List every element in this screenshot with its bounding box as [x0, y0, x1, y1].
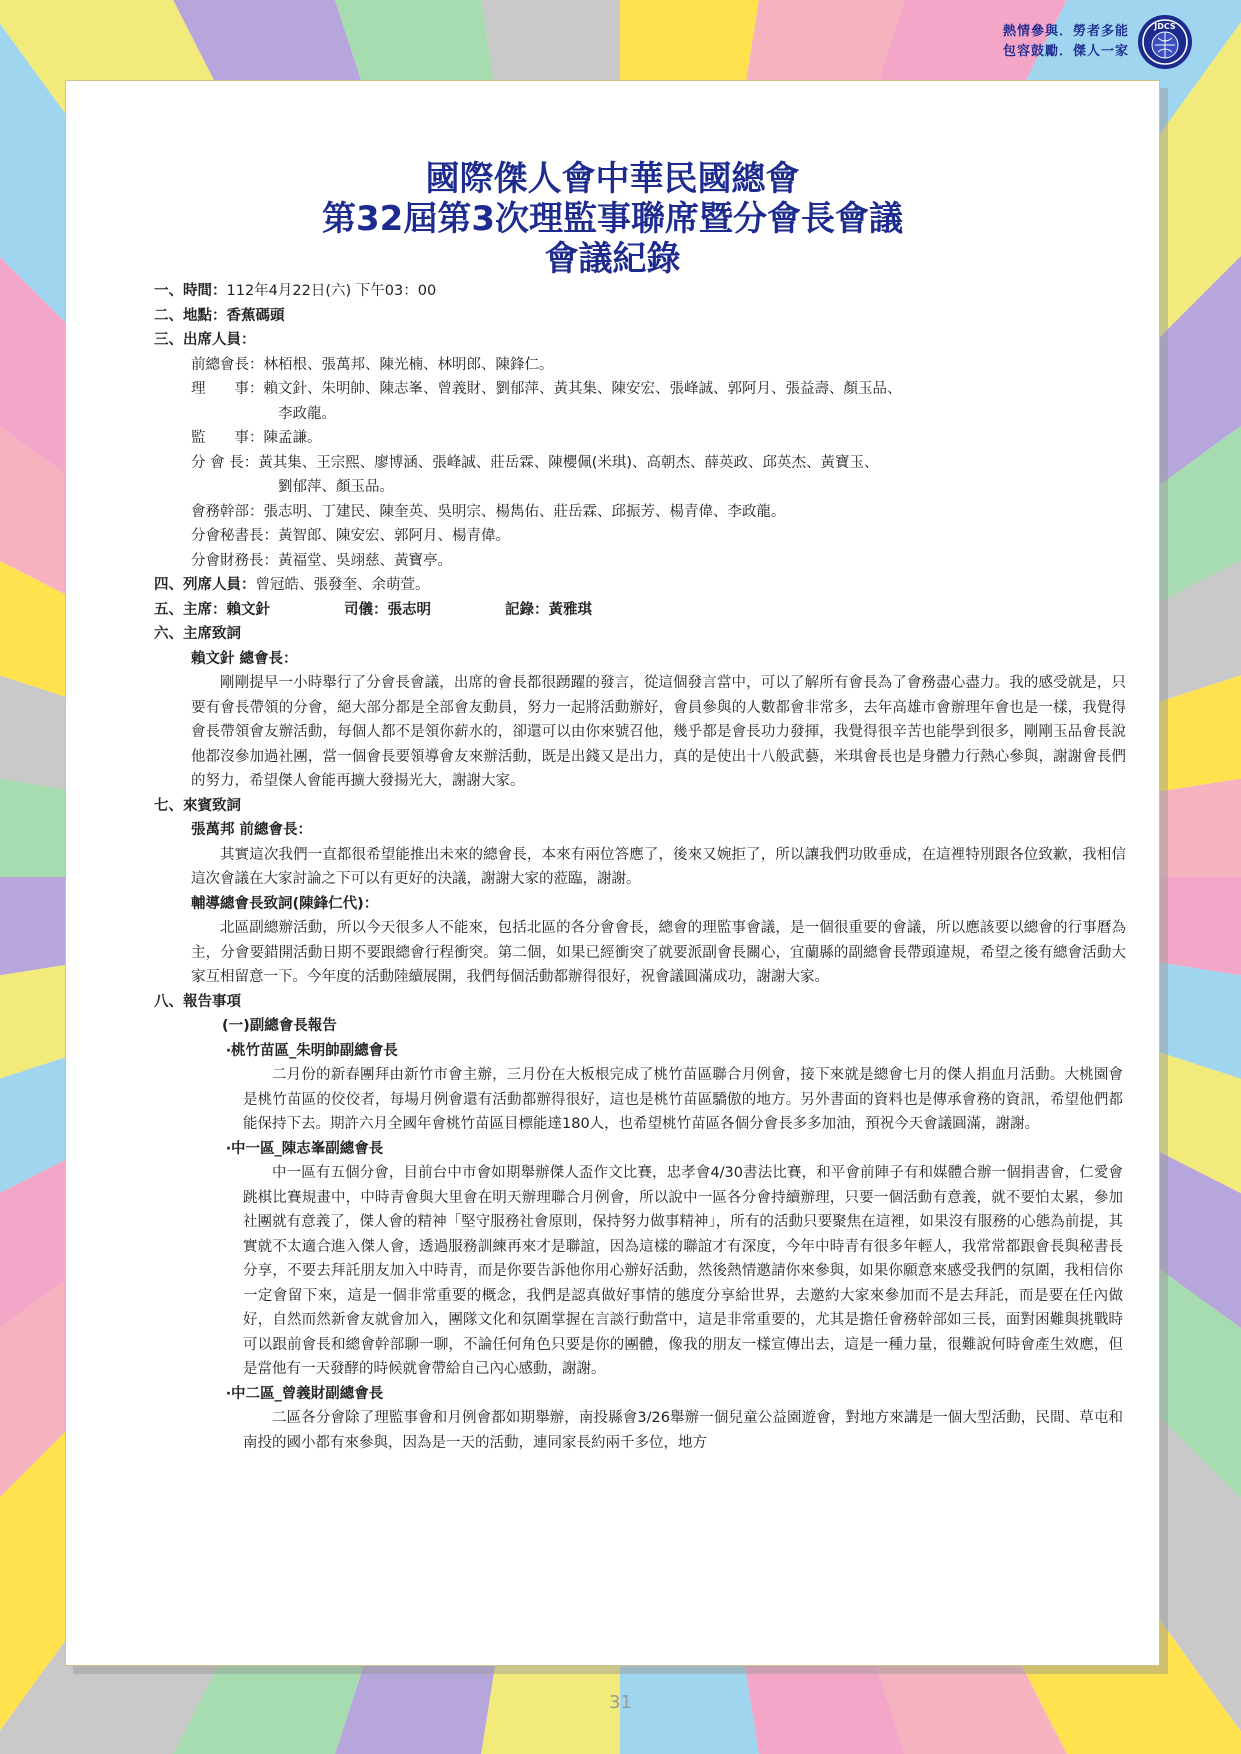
attendee-row-chapter-presidents: 分 會 長：黃其集、王宗熙、廖博涵、張峰誠、莊岳霖、陳櫻佩(米琪)、高朝杰、薛英政、邱英杰、黃寶玉、 [191, 454, 879, 471]
section-observers [154, 573, 1241, 598]
minutes-body [66, 279, 1159, 1455]
guest-speech-1-paragraph: 其實這次我們一直都很希望能推出未來的總會長，本來有兩位答應了，後來又婉拒了，所以讓我們功敗垂成，在這裡特別跟各位致歉，我相信這次會議在大家討論之下可以有更好的決議，謝謝大家的蒞臨，謝謝。 [191, 846, 1126, 887]
jdcs-logo-icon [1137, 14, 1193, 70]
location-value: 香蕉碼頭 [226, 307, 285, 324]
guest-speaker-1: 張萬邦 前總會長： [191, 822, 313, 838]
attendee-row-staff: 會務幹部：張志明、丁建民、陳奎英、吳明宗、楊雋佑、莊岳霖、邱振芳、楊青偉、李政龍。 [191, 503, 786, 520]
attendee-row-directors-cont: 李政龍。 [278, 405, 336, 422]
recorder-text: 記錄：黃雅琪 [505, 601, 592, 618]
title-line-2: 第32屆第3次理監事聯席暨分會長會議 [322, 199, 903, 239]
report-item-3-title: ‧中二區_曾義財副總會長 [226, 1385, 384, 1402]
section-attendees-heading: 三、出席人員： [154, 332, 256, 348]
chair-text: 五、主席：賴文針 [154, 601, 270, 618]
section-reports-heading: 八、報告事項 [154, 993, 241, 1010]
report-item-2-paragraph: 中一區有五個分會，目前台中市會如期舉辦傑人盃作文比賽，忠孝會4/30書法比賽，和平會前陣子有和媒體合辦一個捐書會，仁愛會跳棋比賽規畫中，中時青會與大里會在明天辦理聯合月例會，所以說中一區各分會持續辦理，只要一個活動有意義，就不要怕太累，參加社團就有意義了，傑人會的精神「堅守服務社會原則，保持努力做事精神」，所有的活動只要聚焦在這裡，如果沒有服務的心態為前提，其實就不太適合進入傑人會，透過服務訓練再來才是聯誼，因為這樣的聯誼才有深度，今年中時青有很多年輕人，我常常都跟會長與秘書長分享，不要去拜託朋友加入中時青，而是你要告訴他你用心辦好活動，然後熱情邀請你來參與，如果你願意來感受我們的氛圍，我相信你一定會留下來，這是一個非常重要的概念，我們是認真做好事情的態度分享給世界，去邀約大家來參加而不是去拜託，而是要在任內做好，自然而然新會友就會加入，團隊文化和氛圍掌握在言談行動當中，這是非常重要的，尤其是擔任會務幹部如三長，面對困難與挑戰時可以跟前會長和總會幹部聊一聊，不論任何角色只要是你的團體，像我的朋友一樣宣傳出去，這是一種力量，很難說何時會產生效應，但是當他有一天發酵的時候就會帶給自己內心感動，謝謝。 [243, 1165, 1123, 1377]
report-item-1-paragraph: 二月份的新春團拜由新竹市會主辦，三月份在大板根完成了桃竹苗區聯合月例會，接下來就是總會七月的傑人捐血月活動。大桃園會是桃竹苗區的佼佼者，每場月例會還有活動都辦得很好，這也是桃竹苗區驕傲的地方。另外書面的資料也是傳承會務的資訊，希望他們都能保持下去。期許六月全國年會桃竹苗區目標能達180人，也希望桃竹苗區各個分會長多多加油，預祝今天會議圓滿，謝謝。 [243, 1067, 1123, 1132]
logo-text: JDCS [1154, 22, 1176, 31]
attendee-row-chapter-presidents-cont: 劉郁萍、顏玉品。 [278, 479, 394, 495]
section-roles [154, 598, 1241, 623]
title-line-1: 國際傑人會中華民國總會 [425, 159, 800, 199]
attendee-row-secretaries: 分會秘書長：黃智郎、陳安宏、郭阿月、楊青偉。 [191, 528, 510, 544]
guest-speech-2-paragraph: 北區副總辦活動，所以今天很多人不能來，包括北區的各分會會長，總會的理監事會議，是一個很重要的會議，所以應該要以總會的行事曆為主，分會要錯開活動日期不要跟總會行程衝突。第二個，如果已經衝突了就要派副會長關心，宜蘭縣的副總會長帶頭違規，希望之後有總會活動大家互相留意一下。今年度的活動陸續展開，我們每個活動都辦得很好，祝會議圓滿成功，謝謝大家。 [191, 920, 1126, 985]
motto-line-2: 包容鼓勵．傑人一家 [1002, 44, 1129, 59]
chair-speech-paragraph: 剛剛提早一小時舉行了分會長會議，出席的會長都很踴躍的發言，從這個發言當中，可以了解所有會長為了會務盡心盡力。我的感受就是，只要有會長帶領的分會，絕大部分都是全部會友動員，努力一起將活動辦好，會員參與的人數都會非常多，去年高雄市會辦理年會也是一樣，我覺得會長帶領會友辦活動，每個人都不是領你薪水的，卻還可以由你來號召他，幾乎都是會長功力發揮，我覺得很辛苦也能學到很多，剛剛玉品會長說他都沒參加過社團，當一個會長要領導會友來辦活動，既是出錢又是出力，真的是使出十八般武藝，米琪會長也是身體力行熱心參與，謝謝會長們的努力，希望傑人會能再擴大發揚光大，謝謝大家。 [191, 675, 1126, 789]
title-line-3: 會議紀錄 [544, 239, 681, 279]
report-item-3-paragraph: 二區各分會除了理監事會和月例會都如期舉辦，南投縣會3/26舉辦一個兒童公益園遊會，對地方來講是一個大型活動，民間、草屯和南投的國小都有來參與，因為是一天的活動，連同家長約兩千多位，地方 [243, 1410, 1123, 1451]
vice-president-reports-heading: (一)副總會長報告 [222, 1018, 337, 1034]
observers-value: 曾冠皓、張發奎、余萌萱。 [255, 577, 430, 593]
page-title [66, 159, 1159, 279]
minutes-page [65, 80, 1160, 1666]
attendee-row-supervisors: 監 事：陳孟謙。 [191, 430, 322, 446]
report-item-2-title: ‧中一區_陳志峯副總會長 [226, 1140, 384, 1157]
page-number: 31 [609, 1692, 632, 1713]
chair-speaker: 賴文針 總會長： [191, 650, 298, 667]
guest-speaker-2: 輔導總會長致詞(陳鋒仁代)： [191, 895, 379, 912]
location-label: 二、地點： [154, 307, 227, 324]
time-value: 112年4月22日(六) 下午03：00 [226, 283, 437, 299]
section-chair-speech-heading: 六、主席致詞 [154, 626, 241, 642]
report-item-1-title: ‧桃竹苗區_朱明帥副總會長 [226, 1042, 398, 1059]
section-guest-speech-heading: 七、來賓致詞 [154, 797, 241, 814]
motto-line-1: 熱情參與．勞者多能 [1002, 24, 1129, 39]
section-time [154, 279, 1241, 304]
attendee-row-directors: 理 事：賴文針、朱明帥、陳志峯、曾義財、劉郁萍、黃其集、陳安宏、張峰誠、郭阿月、張益壽、顏玉品、 [191, 381, 902, 397]
attendee-row-former-presidents: 前總會長：林栢根、張萬邦、陳光楠、林明郎、陳鋒仁。 [191, 356, 554, 373]
section-location [154, 304, 1241, 329]
time-label: 一、時間： [154, 283, 227, 299]
emcee-text: 司儀：張志明 [344, 601, 431, 618]
attendee-row-treasurers: 分會財務長：黃福堂、吳翊慈、黃寶亭。 [191, 552, 452, 569]
observers-label: 四、列席人員： [154, 577, 256, 593]
header-motto [1003, 22, 1129, 62]
